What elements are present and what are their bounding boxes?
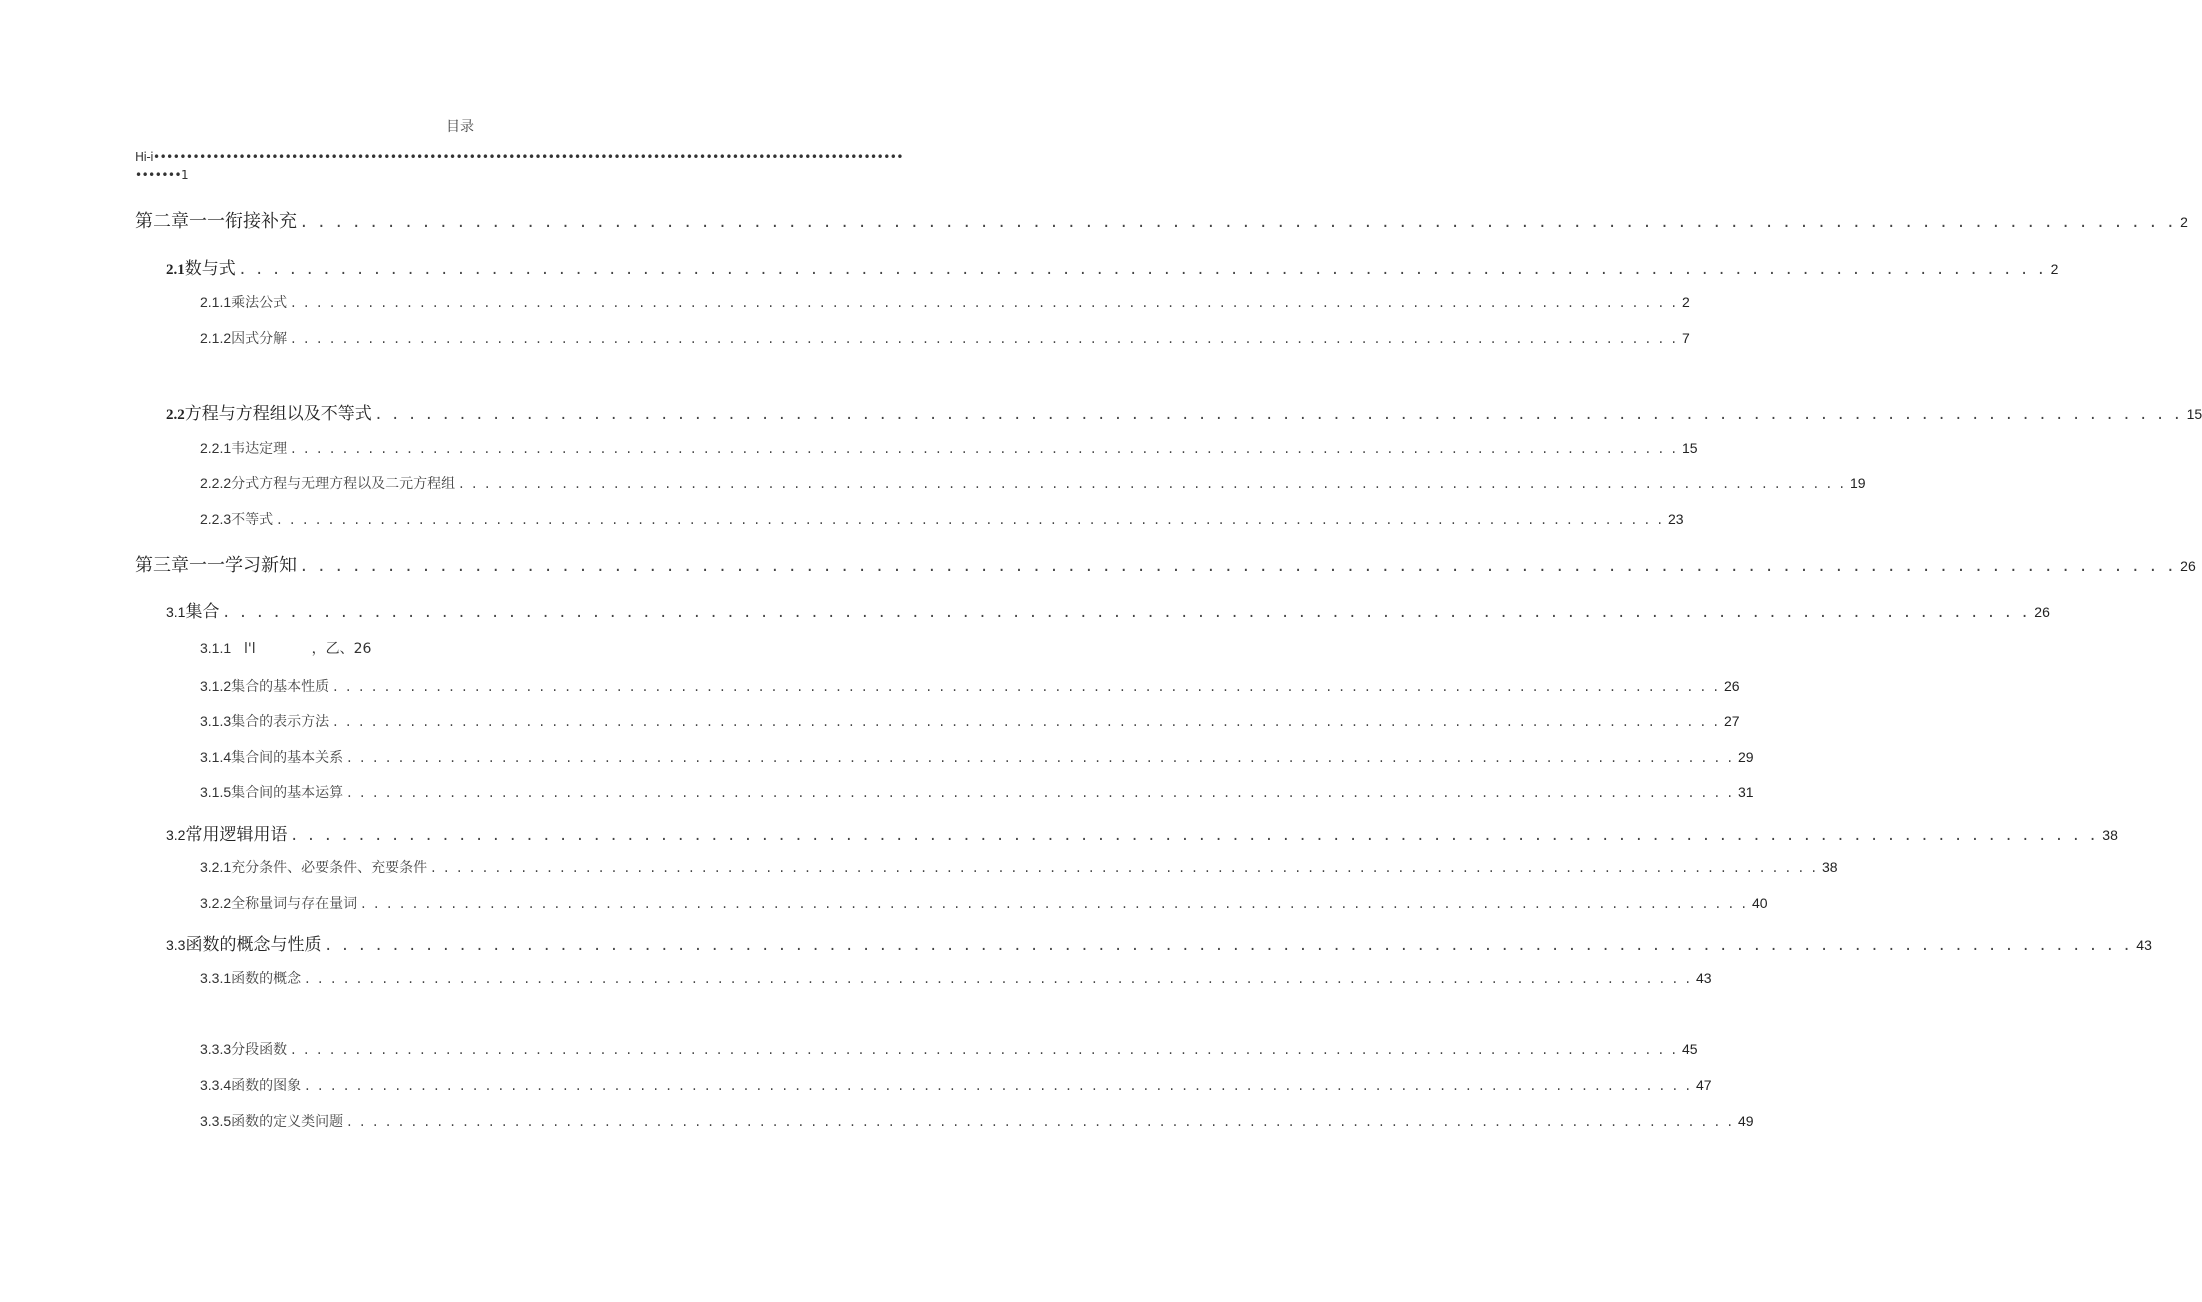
toc-section-number: 2.2.1 [200, 440, 232, 456]
toc-leader-dots [431, 860, 1818, 876]
toc-entry-title: 函数的概念与性质 [185, 935, 322, 955]
toc-entry-title: 集合间的基本运算 [231, 785, 344, 801]
toc-chapter-3[interactable] [135, 551, 2196, 577]
toc-subsection-3-3-4[interactable] [200, 1075, 1712, 1095]
toc-entry-title: 集合 [185, 602, 220, 622]
toc-leader-dots [333, 714, 1720, 730]
toc-subsection-3-1-4[interactable] [200, 747, 1754, 767]
toc-entry-title: 全称量词与存在量词 [231, 896, 358, 912]
toc-subsection-3-2-2[interactable] [200, 893, 1768, 913]
toc-subsection-3-1-1[interactable] [200, 638, 371, 658]
toc-page-number: 31 [1737, 784, 1754, 800]
toc-garbled-line: Hi-i•••••••••••••••••••••••••••••••••••••••••••••••••••••••••••••••••••••••••••••••••••••••••••••••••••••••••••••••••• [135, 150, 903, 164]
toc-leader-dots [301, 555, 2176, 576]
toc-chapter-2[interactable] [135, 207, 2188, 233]
toc-section-number: 3.1 [166, 604, 186, 620]
toc-entry-title: 第三章一一学习新知 [135, 555, 297, 576]
toc-entry-title: 数与式 [184, 259, 236, 279]
toc-subsection-2-2-3[interactable] [200, 509, 1684, 529]
toc-page-number: 49 [1737, 1113, 1754, 1129]
toc-section-number: 3.1.4 [200, 749, 232, 765]
toc-page-number: 26 [2180, 558, 2196, 574]
toc-leader-dots [291, 825, 2098, 845]
toc-leader-dots [347, 1114, 1734, 1130]
toc-leader-dots [361, 896, 1748, 912]
toc-page-number: 7 [1681, 330, 1690, 346]
page-title: 目录 [446, 119, 474, 135]
toc-leader-dots [291, 295, 1678, 311]
toc-section-3-3[interactable] [166, 930, 2152, 955]
toc-entry-title: 乘法公式 [231, 295, 288, 311]
toc-leader-dots [347, 750, 1734, 766]
toc-page-number: 45 [1681, 1041, 1698, 1057]
toc-leader-dots [301, 211, 2176, 232]
toc-leader-dots [277, 512, 1664, 528]
toc-leader-dots [305, 1078, 1692, 1094]
toc-garbled-line-continued: •••••••1 [135, 168, 189, 182]
toc-leader-dots [325, 935, 2132, 955]
toc-subsection-3-3-1[interactable] [200, 968, 1712, 988]
toc-entry-title: 因式分解 [231, 331, 288, 347]
toc-subsection-3-1-2[interactable] [200, 676, 1740, 696]
toc-subsection-2-2-2[interactable] [200, 473, 1866, 493]
toc-subsection-2-1-2[interactable] [200, 328, 1690, 348]
toc-leader-dots [305, 971, 1692, 987]
toc-page-number: 40 [1751, 895, 1768, 911]
toc-section-number: 2.2.2 [200, 475, 232, 491]
toc-entry-title: 分式方程与无理方程以及二元方程组 [231, 476, 456, 492]
toc-section-number: 2.1.1 [200, 294, 232, 310]
toc-page-number: 38 [1821, 859, 1838, 875]
toc-subsection-2-1-1[interactable] [200, 292, 1690, 312]
toc-page-number: 2 [1681, 294, 1690, 310]
toc-subsection-3-3-5[interactable] [200, 1111, 1754, 1131]
toc-section-number: 3.3.1 [200, 970, 232, 986]
toc-section-number: 2.1.2 [200, 330, 232, 346]
toc-leader-dots [240, 259, 2047, 279]
toc-entry-title: 函数的图象 [231, 1078, 302, 1094]
toc-leader-dots [333, 679, 1720, 695]
toc-entry-title: 方程与方程组以及不等式 [184, 404, 372, 424]
toc-leader-dots [376, 404, 2183, 424]
toc-entry-title: 韦达定理 [231, 441, 288, 457]
toc-page-number: 43 [2136, 937, 2152, 953]
toc-entry-title: 集合的基本性质 [231, 679, 330, 695]
toc-leader-dots [223, 602, 2030, 622]
toc-section-number: 3.3.4 [200, 1077, 232, 1093]
toc-page-number: 19 [1849, 475, 1866, 491]
toc-page-number: 43 [1695, 970, 1712, 986]
toc-section-3-1[interactable] [166, 597, 2050, 622]
toc-section-2-2[interactable] [166, 399, 2202, 424]
toc-page-number: 26 [1723, 678, 1740, 694]
toc-section-2-1[interactable] [166, 254, 2059, 279]
toc-entry-title: 集合的表示方法 [231, 714, 330, 730]
toc-page-number: 15 [1681, 440, 1698, 456]
toc-page-number: 26 [2034, 604, 2050, 620]
toc-section-number: 2.2 [166, 407, 185, 423]
toc-subsection-3-3-3[interactable] [200, 1039, 1698, 1059]
toc-subsection-3-1-5[interactable] [200, 782, 1754, 802]
toc-leader-dots [291, 441, 1678, 457]
toc-entry-title: 第二章一一衔接补充 [135, 211, 297, 232]
toc-page-number: 47 [1695, 1077, 1712, 1093]
toc-page-number: 27 [1723, 713, 1740, 729]
toc-entry-title: 不等式 [231, 512, 274, 528]
toc-section-number: 3.1.2 [200, 678, 232, 694]
toc-entry-title: 常用逻辑用语 [185, 825, 288, 845]
toc-entry-title: 充分条件、必要条件、充要条件 [231, 860, 428, 876]
toc-entry-title: 函数的定义类问题 [231, 1114, 344, 1130]
toc-page-number: 2 [2050, 261, 2059, 277]
toc-section-number: 3.1.1 [200, 640, 232, 656]
toc-entry-title: 函数的概念 [231, 971, 302, 987]
toc-subsection-3-2-1[interactable] [200, 857, 1838, 877]
toc-section-number: 3.2 [166, 827, 186, 843]
toc-page-number: 2 [2180, 214, 2188, 230]
toc-subsection-3-1-3[interactable] [200, 711, 1740, 731]
toc-section-number: 2.1 [166, 262, 185, 278]
toc-leader-dots [347, 785, 1734, 801]
toc-section-number: 3.2.2 [200, 895, 232, 911]
toc-section-number: 3.3 [166, 937, 186, 953]
toc-leader-dots [291, 1042, 1678, 1058]
toc-leader-dots [291, 331, 1678, 347]
toc-section-number: 3.2.1 [200, 859, 232, 875]
toc-section-number: 3.3.5 [200, 1113, 232, 1129]
toc-section-number: 3.1.5 [200, 784, 232, 800]
toc-page-number: 15 [2186, 406, 2202, 422]
toc-page-number: 23 [1667, 511, 1684, 527]
toc-entry-title: 集合间的基本关系 [231, 750, 344, 766]
toc-section-number: 2.2.3 [200, 511, 232, 527]
toc-page-number: 38 [2102, 827, 2118, 843]
toc-section-number: 3.3.3 [200, 1041, 232, 1057]
toc-entry-title: 分段函数 [231, 1042, 288, 1058]
toc-entry-garbled-text: l'l ，乙、26 [244, 641, 372, 657]
toc-leader-dots [459, 476, 1846, 492]
toc-page-number: 29 [1737, 749, 1754, 765]
toc-section-3-2[interactable] [166, 820, 2118, 845]
toc-subsection-2-2-1[interactable] [200, 438, 1698, 458]
toc-section-number: 3.1.3 [200, 713, 232, 729]
